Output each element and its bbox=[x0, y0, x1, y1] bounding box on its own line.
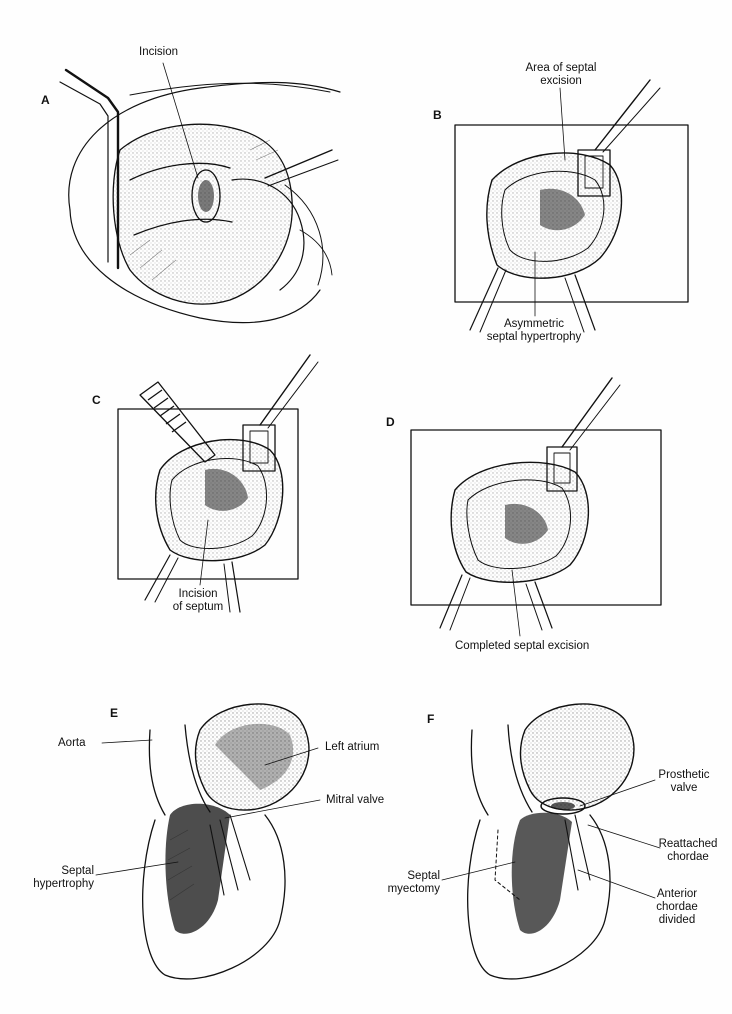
label-incision-septum-line1: Incision bbox=[178, 588, 218, 600]
panel-c-drawing bbox=[118, 355, 318, 612]
label-myectomy-line1: Septal bbox=[407, 870, 440, 882]
label-septal-hyp-line1: Septal bbox=[61, 865, 94, 877]
label-prosthetic-line1: Prosthetic bbox=[658, 769, 710, 781]
label-reattached-line2: chordae bbox=[667, 851, 709, 863]
label-completed-septal-excision: Completed septal excision bbox=[455, 640, 590, 652]
label-prosthetic-valve bbox=[652, 769, 716, 795]
panel-f-letter: F bbox=[427, 712, 435, 726]
label-prosthetic-line2: valve bbox=[670, 782, 698, 794]
label-asym-line2: septal hypertrophy bbox=[486, 331, 582, 343]
label-reattached-chordae bbox=[655, 838, 721, 864]
label-area-line2: excision bbox=[540, 75, 582, 87]
label-anterior-line1: Anterior bbox=[656, 888, 698, 900]
panel-c-letter: C bbox=[92, 393, 101, 407]
label-septal-hypertrophy bbox=[30, 865, 94, 891]
label-myectomy-line2: myectomy bbox=[387, 883, 440, 895]
panel-a-letter: A bbox=[41, 93, 50, 107]
label-aorta: Aorta bbox=[58, 737, 86, 749]
panel-e-drawing bbox=[96, 704, 320, 979]
label-reattached-line1: Reattached bbox=[658, 838, 718, 850]
label-mitral-valve: Mitral valve bbox=[326, 794, 385, 806]
label-asymmetric-septal-hypertrophy bbox=[478, 318, 590, 344]
panel-b-letter: B bbox=[433, 108, 442, 122]
panel-d-drawing bbox=[411, 378, 661, 636]
label-area-of-septal-excision bbox=[507, 62, 615, 88]
label-incision: Incision bbox=[139, 46, 178, 58]
label-incision-septum-line2: of septum bbox=[172, 601, 224, 613]
label-area-line1: Area of septal bbox=[525, 62, 597, 74]
panel-e-letter: E bbox=[110, 706, 119, 720]
label-incision-of-septum bbox=[165, 588, 231, 614]
label-anterior-line2: chordae bbox=[656, 901, 698, 913]
label-septal-hyp-line2: hypertrophy bbox=[33, 878, 94, 890]
label-septal-myectomy bbox=[378, 870, 440, 896]
label-anterior-chordae-divided bbox=[648, 888, 706, 927]
label-anterior-line3: divided bbox=[658, 914, 696, 926]
label-asym-line1: Asymmetric bbox=[503, 318, 565, 330]
panel-f-drawing bbox=[442, 704, 660, 979]
panel-d-letter: D bbox=[386, 415, 395, 429]
panel-b-drawing bbox=[455, 80, 688, 332]
panel-a-drawing bbox=[60, 63, 340, 323]
label-left-atrium: Left atrium bbox=[325, 741, 380, 753]
